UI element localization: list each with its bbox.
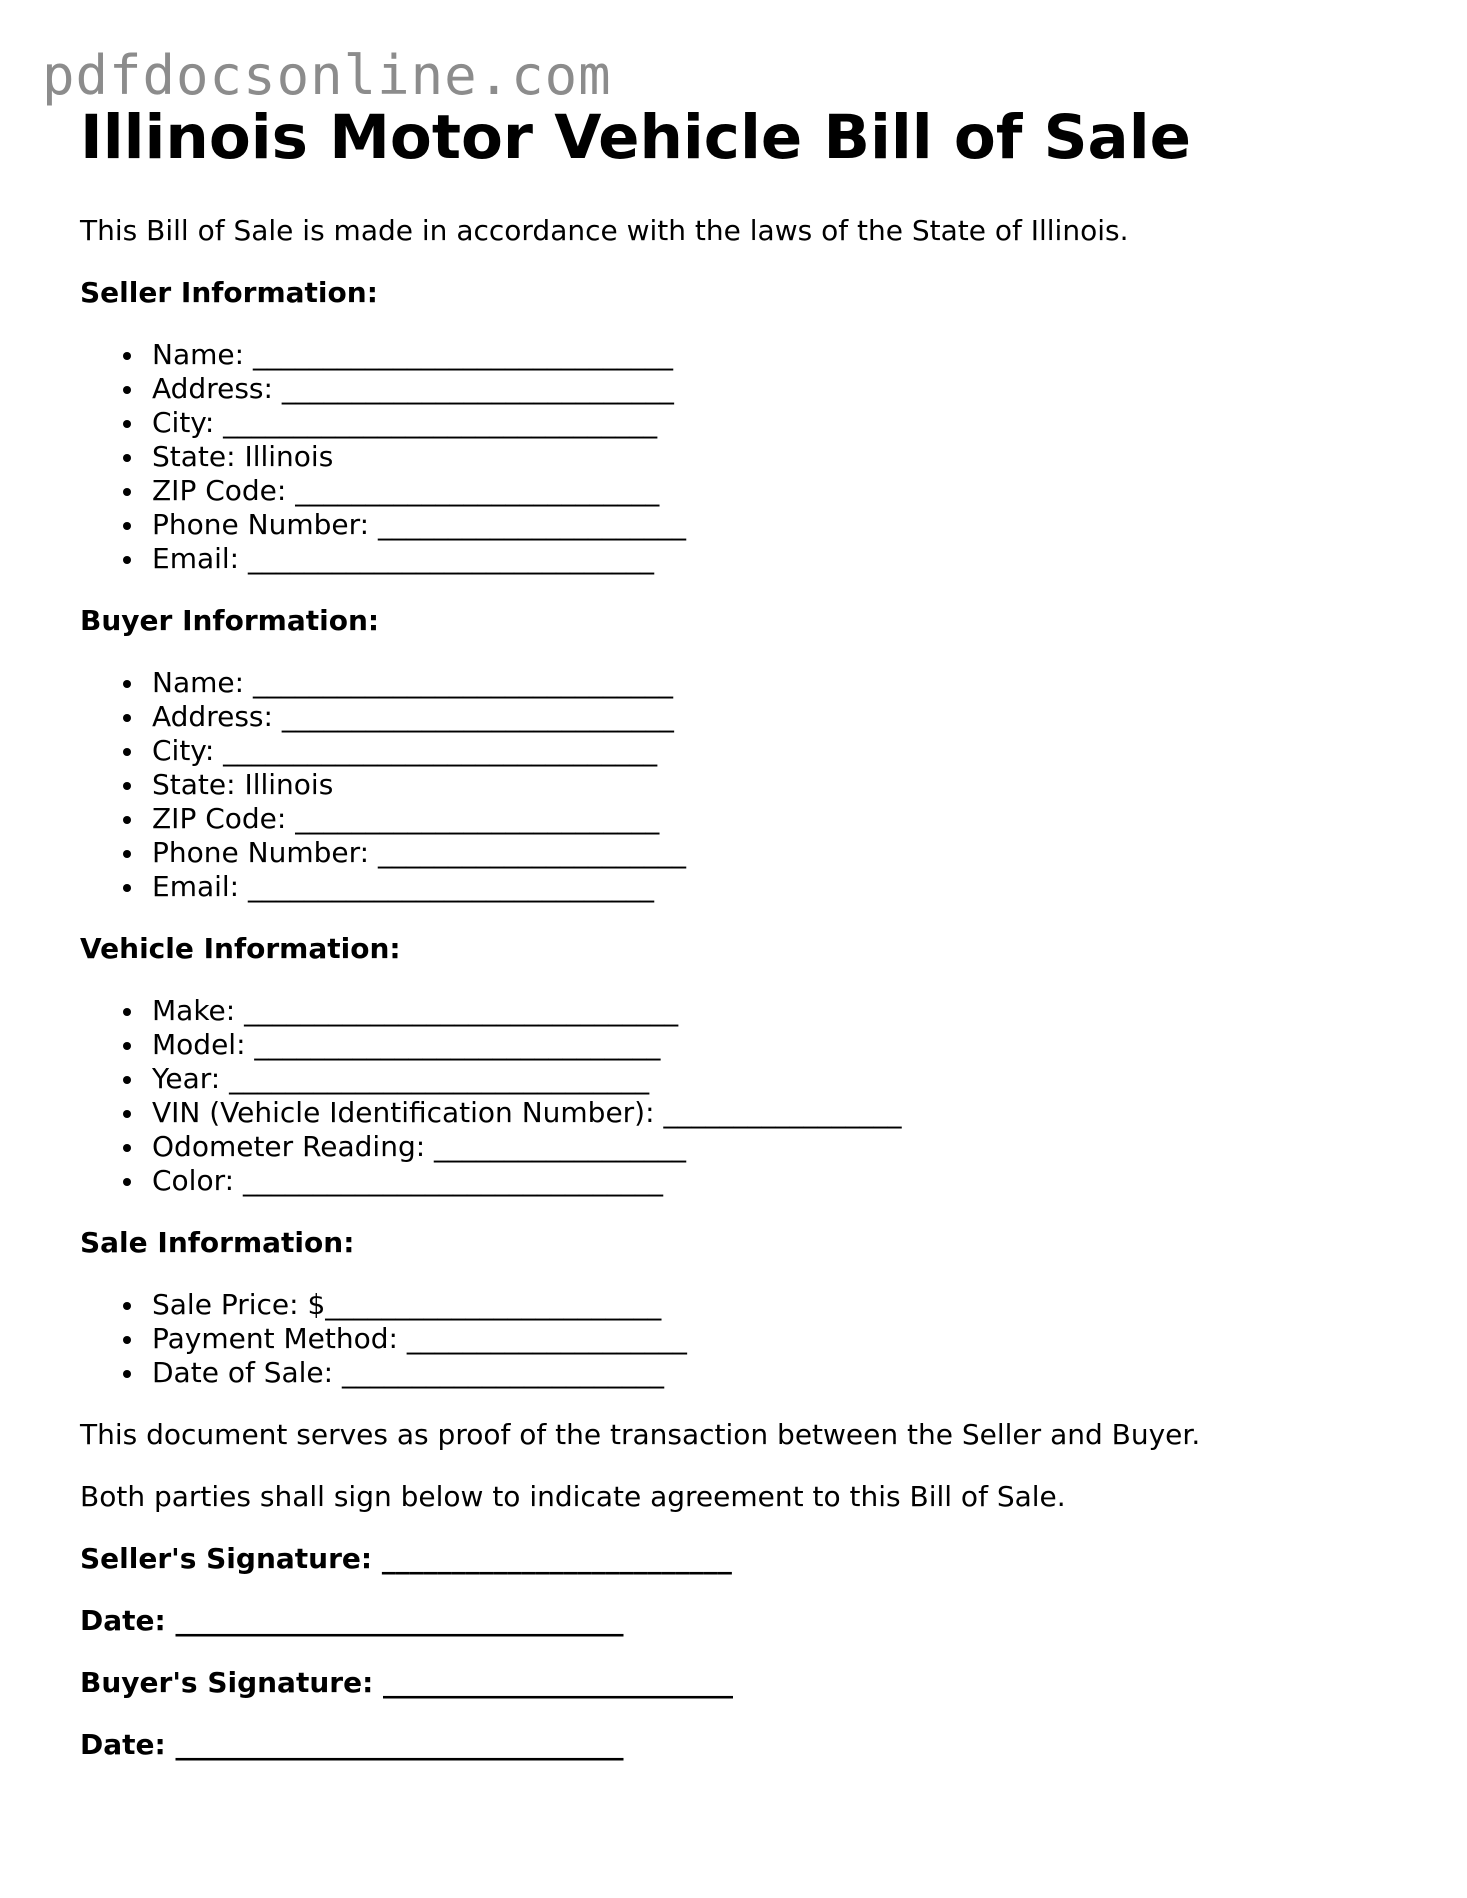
seller-name-field[interactable] — [80, 338, 1400, 372]
field-text: Sale Price: $________________________ — [152, 1288, 662, 1321]
field-text: City: _______________________________ — [152, 406, 658, 439]
bullet-icon — [123, 1178, 131, 1186]
vehicle-year-field[interactable] — [80, 1062, 1400, 1096]
field-text: State: Illinois — [152, 440, 334, 473]
vehicle-section-heading: Vehicle Information: — [80, 932, 401, 965]
bullet-icon — [123, 1042, 131, 1050]
field-text: Year: ______________________________ — [152, 1062, 650, 1095]
seller-email-field[interactable] — [80, 542, 1400, 576]
bullet-icon — [123, 454, 131, 462]
bullet-icon — [123, 884, 131, 892]
vehicle-odometer-field[interactable] — [80, 1130, 1400, 1164]
field-text: State: Illinois — [152, 768, 334, 801]
field-text: City: _______________________________ — [152, 734, 658, 767]
buyer-name-field[interactable] — [80, 666, 1400, 700]
bullet-icon — [123, 1076, 131, 1084]
seller-signature-line[interactable]: Seller's Signature: _________________________ — [80, 1542, 732, 1575]
bullet-icon — [123, 748, 131, 756]
sale-price-field[interactable] — [80, 1288, 1400, 1322]
field-text: Model: _____________________________ — [152, 1028, 661, 1061]
field-text: Address: ____________________________ — [152, 700, 674, 733]
buyer-email-field[interactable] — [80, 870, 1400, 904]
seller-city-field[interactable] — [80, 406, 1400, 440]
seller-address-field[interactable] — [80, 372, 1400, 406]
bullet-icon — [123, 1336, 131, 1344]
bullet-icon — [123, 714, 131, 722]
field-text: Name: ______________________________ — [152, 666, 673, 699]
field-text: Email: _____________________________ — [152, 542, 655, 575]
intro-text: This Bill of Sale is made in accordance with the laws of the State of Illinois. — [80, 214, 1129, 247]
bullet-icon — [123, 1110, 131, 1118]
bullet-icon — [123, 782, 131, 790]
vehicle-info-list — [80, 994, 1400, 1198]
vehicle-model-field[interactable] — [80, 1028, 1400, 1062]
sign-instruction-text: Both parties shall sign below to indicate agreement to this Bill of Sale. — [80, 1480, 1066, 1513]
bullet-icon — [123, 1370, 131, 1378]
buyer-signature-line[interactable]: Buyer's Signature: _________________________ — [80, 1666, 734, 1699]
bullet-icon — [123, 1144, 131, 1152]
bullet-icon — [123, 1008, 131, 1016]
seller-state-field — [80, 440, 1400, 474]
buyer-info-list — [80, 666, 1400, 904]
bullet-icon — [123, 850, 131, 858]
field-text: Phone Number: ______________________ — [152, 836, 686, 869]
field-text: Make: _______________________________ — [152, 994, 679, 1027]
field-text: Email: _____________________________ — [152, 870, 655, 903]
bullet-icon — [123, 386, 131, 394]
seller-info-list — [80, 338, 1400, 576]
buyer-state-field — [80, 768, 1400, 802]
proof-text: This document serves as proof of the transaction between the Seller and Buyer. — [80, 1418, 1201, 1451]
watermark: pdfdocsonline.com — [42, 44, 612, 107]
field-text: VIN (Vehicle Identification Number): _________________ — [152, 1096, 902, 1129]
bullet-icon — [123, 352, 131, 360]
buyer-city-field[interactable] — [80, 734, 1400, 768]
field-text: Name: ______________________________ — [152, 338, 673, 371]
seller-section-heading: Seller Information: — [80, 276, 378, 309]
buyer-phone-field[interactable] — [80, 836, 1400, 870]
seller-zip-field[interactable] — [80, 474, 1400, 508]
vehicle-color-field[interactable] — [80, 1164, 1400, 1198]
seller-date-line[interactable]: Date: ________________________________ — [80, 1604, 624, 1637]
page-title: Illinois Motor Vehicle Bill of Sale — [80, 102, 1191, 173]
seller-phone-field[interactable] — [80, 508, 1400, 542]
bullet-icon — [123, 1302, 131, 1310]
field-text: Odometer Reading: __________________ — [152, 1130, 687, 1163]
field-text: ZIP Code: __________________________ — [152, 474, 660, 507]
field-text: Payment Method: ____________________ — [152, 1322, 687, 1355]
buyer-zip-field[interactable] — [80, 802, 1400, 836]
field-text: Color: ______________________________ — [152, 1164, 663, 1197]
buyer-date-line[interactable]: Date: ________________________________ — [80, 1728, 624, 1761]
bullet-icon — [123, 420, 131, 428]
document-body — [80, 100, 1400, 1762]
buyer-section-heading: Buyer Information: — [80, 604, 380, 637]
field-text: ZIP Code: __________________________ — [152, 802, 660, 835]
field-text: Phone Number: ______________________ — [152, 508, 686, 541]
bullet-icon — [123, 680, 131, 688]
buyer-address-field[interactable] — [80, 700, 1400, 734]
payment-method-field[interactable] — [80, 1322, 1400, 1356]
sale-info-list — [80, 1288, 1400, 1390]
date-of-sale-field[interactable] — [80, 1356, 1400, 1390]
sale-section-heading: Sale Information: — [80, 1226, 355, 1259]
field-text: Address: ____________________________ — [152, 372, 674, 405]
bullet-icon — [123, 556, 131, 564]
vehicle-vin-field[interactable] — [80, 1096, 1400, 1130]
field-text: Date of Sale: _______________________ — [152, 1356, 664, 1389]
vehicle-make-field[interactable] — [80, 994, 1400, 1028]
bullet-icon — [123, 488, 131, 496]
bullet-icon — [123, 522, 131, 530]
bullet-icon — [123, 816, 131, 824]
